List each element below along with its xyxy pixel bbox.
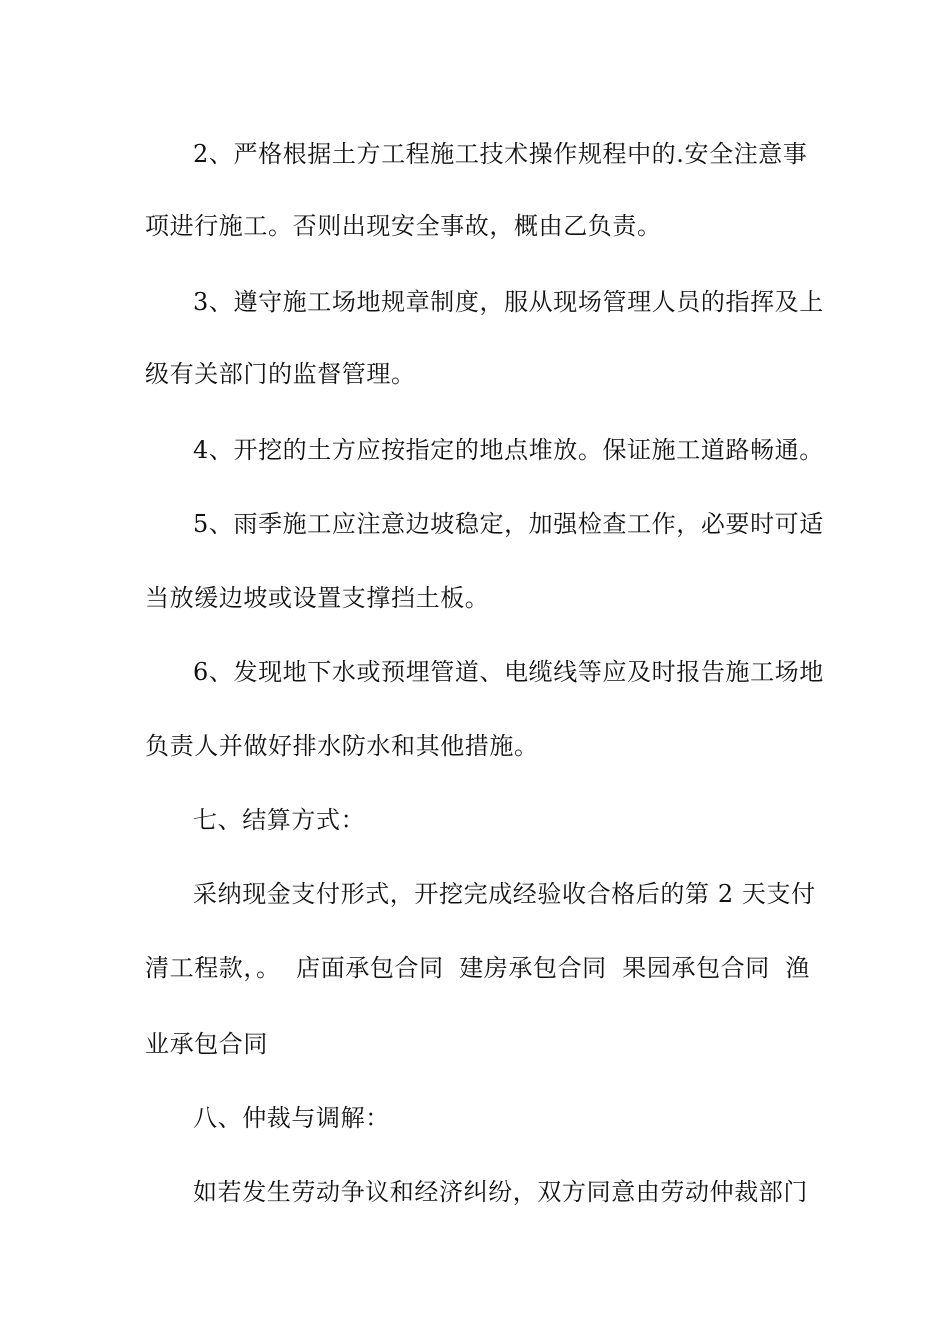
related-link-fishery-contract-start[interactable]: 渔 [785,954,810,982]
related-link-orchard-contract[interactable]: 果园承包合同 [622,954,770,982]
settlement-line-1: 采纳现金支付形式，开挖完成经验收合格后的第 2 天支付 [193,880,816,908]
paragraph-6-line-2: 负责人并做好排水防水和其他措施。 [145,732,539,760]
paragraph-3-line-2: 级有关部门的监督管理。 [145,360,416,388]
paragraph-5-line-1: 5、雨季施工应注意边坡稳定，加强检查工作，必要时可适 [193,510,824,538]
paragraph-6-line-1: 6、发现地下水或预埋管道、电缆线等应及时报告施工场地 [193,658,824,686]
paragraph-2-line-1: 2、严格根据土方工程施工技术操作规程中的.安全注意事 [193,140,808,168]
settlement-text: 清工程款，。 [145,954,281,982]
section-8-heading: 八、仲裁与调解： [193,1104,390,1132]
settlement-line-2 [145,952,810,984]
paragraph-2-line-2: 项进行施工。否则出现安全事故，概由乙负责。 [145,212,662,240]
paragraph-4-line-1: 4、开挖的土方应按指定的地点堆放。保证施工道路畅通。 [193,436,824,464]
paragraph-3-line-1: 3、遵守施工场地规章制度，服从现场管理人员的指挥及上 [193,288,824,316]
arbitration-line-1: 如若发生劳动争议和经济纠纷，双方同意由劳动仲裁部门 [193,1178,808,1206]
section-7-heading: 七、结算方式： [193,806,366,834]
related-link-shop-contract[interactable]: 店面承包合同 [296,954,444,982]
paragraph-5-line-2: 当放缓边坡或设置支撑挡土板。 [145,584,490,612]
related-link-fishery-contract-end[interactable]: 业承包合同 [145,1030,268,1058]
related-link-building-contract[interactable]: 建房承包合同 [459,954,607,982]
